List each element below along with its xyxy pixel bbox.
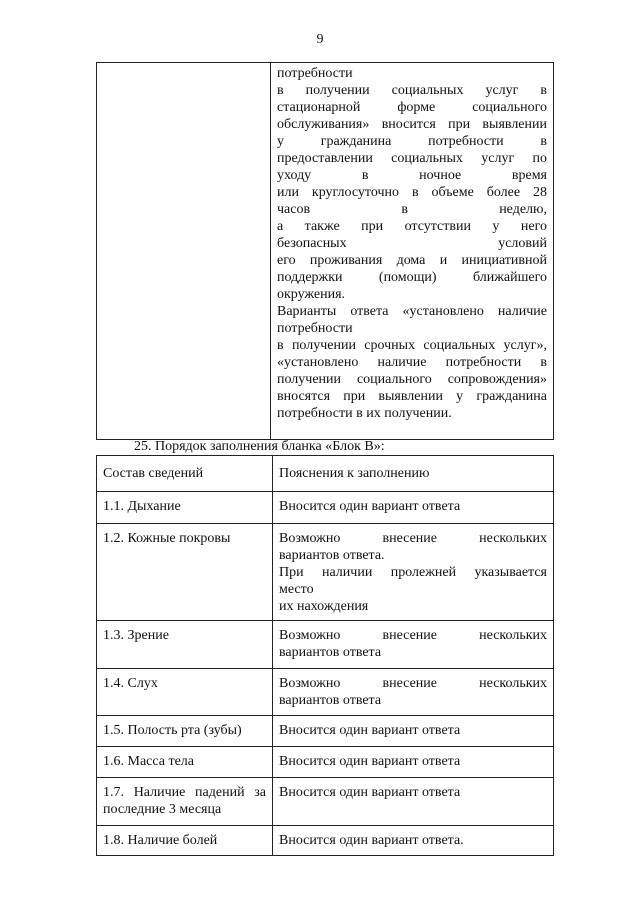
text-line: в получении срочных социальных услуг», [277, 338, 547, 353]
text-line: потребности [277, 321, 353, 336]
note-line: Вносится один вариант ответа [279, 754, 461, 769]
note-cell [273, 492, 554, 524]
note-cell [273, 524, 554, 621]
empty-cell [97, 63, 271, 440]
text-line: поддержки (помощи) ближайшего [277, 270, 547, 285]
note-line: их нахождения [279, 599, 369, 614]
table-row [97, 716, 554, 747]
item-cell [97, 492, 273, 524]
item-cell [97, 524, 273, 621]
section-caption: 25. Порядок заполнения бланка «Блок B»: [134, 439, 385, 454]
note-line: вариантов ответа. [279, 548, 385, 563]
text-line: у гражданина потребности в [277, 134, 547, 149]
note-line: Возможно внесение нескольких [279, 531, 547, 546]
note-cell [273, 669, 554, 716]
note-cell [273, 747, 554, 778]
form-table [96, 455, 554, 856]
note-cell [273, 621, 554, 669]
text-line: предоставлении социальных услуг по [277, 151, 547, 166]
text-line: потребности в их получении. [277, 406, 452, 421]
table-header-row [97, 456, 554, 492]
text-line: а также при отсутствии у него [277, 219, 547, 234]
item-cell [97, 669, 273, 716]
note-cell [273, 716, 554, 747]
text-line: окружения. [277, 287, 346, 302]
item-label: 1.1. Дыхание [103, 499, 181, 514]
table-row [97, 524, 554, 621]
text-line: вносятся при выявлении у гражданина [277, 389, 547, 404]
text-line: Варианты ответа «установлено наличие [277, 304, 547, 319]
note-line: При наличии пролежней указывается [279, 565, 547, 580]
table-row [97, 669, 554, 716]
item-label: 1.3. Зрение [103, 628, 169, 643]
item-cell [97, 826, 273, 856]
table-row [97, 621, 554, 669]
table-row [97, 747, 554, 778]
text-line: в получении социальных услуг в [277, 83, 547, 98]
column-header-explanations: Пояснения к заполнению [273, 456, 554, 492]
text-line: часов в неделю, [277, 202, 547, 217]
item-label: 1.4. Слух [103, 676, 158, 691]
item-label: 1.2. Кожные покровы [103, 531, 231, 546]
note-cell [273, 826, 554, 856]
note-line: Вносится один вариант ответа [279, 723, 461, 738]
note-line: Вносится один вариант ответа. [279, 833, 464, 848]
item-label: последние 3 месяца [103, 802, 222, 817]
item-cell [97, 747, 273, 778]
table-row [97, 826, 554, 856]
item-cell [97, 621, 273, 669]
note-line: Вносится один вариант ответа [279, 785, 461, 800]
explanation-cell [271, 63, 554, 440]
table-row [97, 63, 554, 440]
continued-table [96, 62, 554, 440]
item-cell [97, 778, 273, 826]
text-line: обслуживания» вносится при выявлении [277, 117, 547, 132]
note-line: Возможно внесение нескольких [279, 628, 547, 643]
column-header-composition: Состав сведений [97, 456, 273, 492]
note-line: место [279, 582, 314, 597]
text-line: стационарной форме социального [277, 100, 547, 115]
text-line: получении социального сопровождения» [277, 372, 547, 387]
item-label: 1.7. Наличие падений за [103, 785, 266, 800]
table-row [97, 492, 554, 524]
note-line: вариантов ответа [279, 693, 382, 708]
page-number: 9 [316, 32, 324, 47]
table-row [97, 778, 554, 826]
item-cell [97, 716, 273, 747]
text-line: «установлено наличие потребности в [277, 355, 547, 370]
text-line: безопасных условий [277, 236, 547, 251]
item-label: 1.6. Масса тела [103, 754, 195, 769]
text-line: его проживания дома и инициативной [277, 253, 547, 268]
note-line: Вносится один вариант ответа [279, 499, 461, 514]
text-line: уходу в ночное время [277, 168, 547, 183]
text-line: или круглосуточно в объеме более 28 [277, 185, 547, 200]
note-line: вариантов ответа [279, 645, 382, 660]
item-label: 1.8. Наличие болей [103, 833, 218, 848]
text-line: потребности [277, 66, 353, 81]
note-line: Возможно внесение нескольких [279, 676, 547, 691]
note-cell [273, 778, 554, 826]
item-label: 1.5. Полость рта (зубы) [103, 723, 242, 738]
